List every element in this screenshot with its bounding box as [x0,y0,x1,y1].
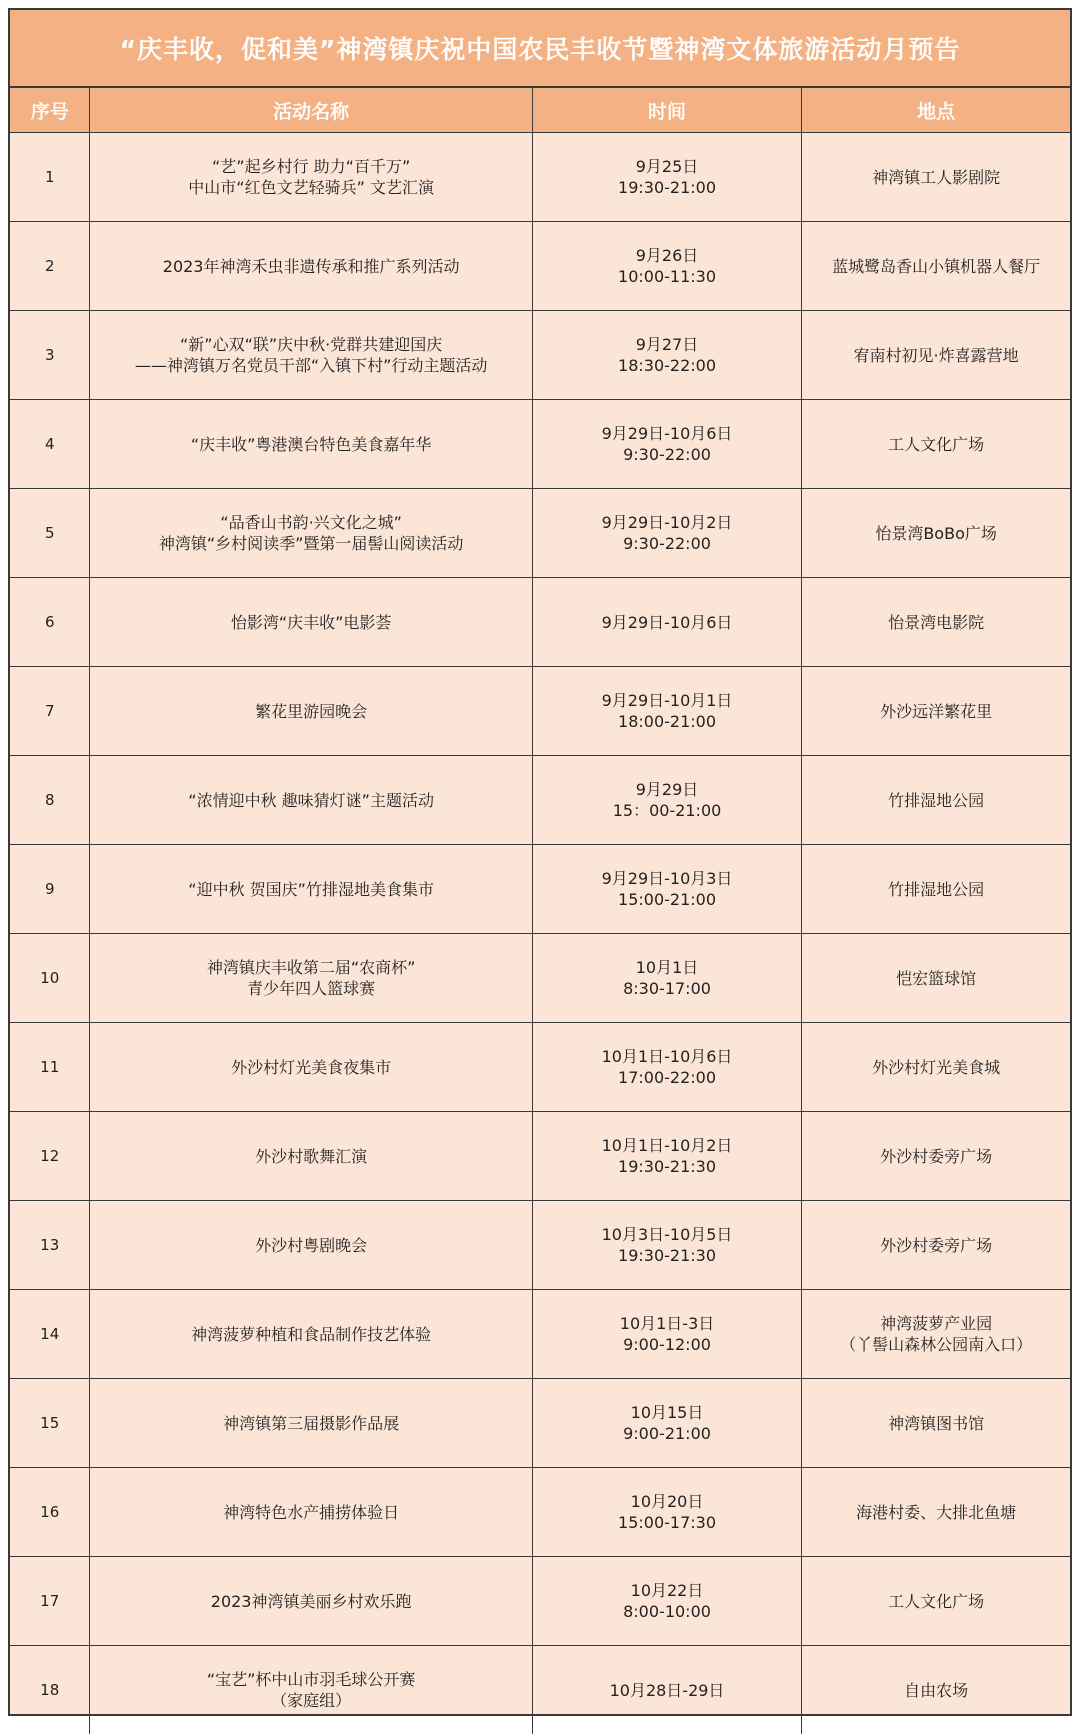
cell-place-line: 宥南村初见·炸喜露营地 [808,345,1064,366]
cell-place [802,1557,1070,1646]
cell-name [90,1023,532,1112]
cell-place-line: 怡景湾BoBo广场 [808,523,1064,544]
cell-place-line: 工人文化广场 [808,1591,1064,1612]
cell-no: 11 [10,1023,90,1112]
cell-time [532,1646,801,1734]
cell-name [90,311,532,400]
cell-name-line: （家庭组） [96,1690,525,1711]
cell-time [532,1112,801,1201]
cell-time-line: 15:00-17:30 [539,1512,795,1533]
cell-time-line: 10月3日-10月5日 [539,1224,795,1245]
table-row [10,1557,1070,1646]
cell-time [532,222,801,311]
cell-time [532,1379,801,1468]
cell-place [802,222,1070,311]
cell-name-line: 神湾镇庆丰收第二届“农商杯” [96,957,525,978]
cell-place [802,845,1070,934]
table-row [10,934,1070,1023]
cell-name-line: 怡影湾“庆丰收”电影荟 [96,612,525,633]
cell-name [90,1557,532,1646]
table-row [10,1468,1070,1557]
cell-time [532,133,801,222]
cell-name [90,1201,532,1290]
cell-place-line: 神湾菠萝产业园 [808,1313,1064,1334]
cell-no: 8 [10,756,90,845]
table-row [10,1112,1070,1201]
cell-time [532,1557,801,1646]
cell-name [90,1290,532,1379]
cell-no: 5 [10,489,90,578]
cell-time-line: 19:30-21:30 [539,1245,795,1266]
cell-time-line: 10月15日 [539,1402,795,1423]
header-time: 时间 [532,88,801,133]
table-row [10,400,1070,489]
cell-time [532,1290,801,1379]
cell-time-line: 9:30-22:00 [539,533,795,554]
cell-name [90,845,532,934]
cell-name-line: “新”心双“联”庆中秋·党群共建迎国庆 [96,334,525,355]
cell-place [802,1468,1070,1557]
cell-place [802,311,1070,400]
table-row [10,578,1070,667]
cell-place [802,578,1070,667]
cell-name-line: “浓情迎中秋 趣味猜灯谜”主题活动 [96,790,525,811]
cell-time-line: 9月27日 [539,334,795,355]
cell-time-line: 9月29日-10月2日 [539,512,795,533]
table-row [10,1379,1070,1468]
cell-no: 10 [10,934,90,1023]
table-row [10,1201,1070,1290]
table-row [10,667,1070,756]
cell-place-line: 外沙村委旁广场 [808,1235,1064,1256]
cell-name-line: 神湾镇第三届摄影作品展 [96,1413,525,1434]
cell-place [802,489,1070,578]
cell-name-line: 神湾镇“乡村阅读季”暨第一届髻山阅读活动 [96,533,525,554]
cell-time-line: 15：00-21:00 [539,800,795,821]
cell-name-line: 外沙村歌舞汇演 [96,1146,525,1167]
cell-time-line: 9月29日 [539,779,795,800]
cell-time [532,667,801,756]
cell-time [532,1201,801,1290]
table-row [10,1646,1070,1734]
table-row [10,222,1070,311]
cell-name-line: “品香山书韵·兴文化之城” [96,512,525,533]
cell-place-line: 神湾镇图书馆 [808,1413,1064,1434]
cell-time-line: 9:30-22:00 [539,444,795,465]
cell-time [532,400,801,489]
header-name: 活动名称 [90,88,532,133]
cell-name [90,1646,532,1734]
cell-place [802,400,1070,489]
cell-time-line: 19:30-21:00 [539,177,795,198]
cell-no: 2 [10,222,90,311]
cell-no: 14 [10,1290,90,1379]
cell-time-line: 10:00-11:30 [539,266,795,287]
cell-time-line: 10月1日-3日 [539,1313,795,1334]
page-title: “庆丰收，促和美”神湾镇庆祝中国农民丰收节暨神湾文体旅游活动月预告 [10,10,1070,88]
cell-name [90,1379,532,1468]
cell-place [802,667,1070,756]
cell-time-line: 9月29日-10月6日 [539,612,795,633]
cell-time-line: 9月29日-10月1日 [539,690,795,711]
cell-name-line: 外沙村粤剧晚会 [96,1235,525,1256]
cell-name-line: “宝艺”杯中山市羽毛球公开赛 [96,1669,525,1690]
cell-no: 3 [10,311,90,400]
cell-time-line: 9:00-21:00 [539,1423,795,1444]
cell-name-line: 2023神湾镇美丽乡村欢乐跑 [96,1591,525,1612]
cell-time-line: 10月1日-10月2日 [539,1135,795,1156]
cell-name [90,222,532,311]
cell-place [802,756,1070,845]
cell-no: 17 [10,1557,90,1646]
cell-no: 13 [10,1201,90,1290]
cell-time-line: 10月1日-10月6日 [539,1046,795,1067]
cell-time-line: 10月22日 [539,1580,795,1601]
cell-name-line: “迎中秋 贺国庆”竹排湿地美食集市 [96,879,525,900]
cell-name-line: 神湾特色水产捕捞体验日 [96,1502,525,1523]
cell-time [532,1023,801,1112]
cell-time [532,845,801,934]
cell-name [90,1112,532,1201]
table-row [10,489,1070,578]
table-row [10,756,1070,845]
cell-place-line: 外沙远洋繁花里 [808,701,1064,722]
cell-name [90,756,532,845]
table-row [10,1023,1070,1112]
cell-place [802,1646,1070,1734]
cell-name-line: 外沙村灯光美食夜集市 [96,1057,525,1078]
cell-place [802,133,1070,222]
cell-time-line: 9月29日-10月3日 [539,868,795,889]
cell-name [90,1468,532,1557]
cell-time [532,1468,801,1557]
table-header-row [10,88,1070,133]
cell-no: 12 [10,1112,90,1201]
cell-name [90,133,532,222]
cell-place [802,1379,1070,1468]
cell-time-line: 8:00-10:00 [539,1601,795,1622]
cell-place-line: 外沙村委旁广场 [808,1146,1064,1167]
cell-name [90,489,532,578]
table-row [10,311,1070,400]
cell-place-line: 竹排湿地公园 [808,879,1064,900]
cell-no: 18 [10,1646,90,1734]
cell-time-line: 10月28日-29日 [539,1680,795,1701]
table-row [10,1290,1070,1379]
cell-name [90,934,532,1023]
cell-time [532,311,801,400]
cell-place-line: 外沙村灯光美食城 [808,1057,1064,1078]
cell-place-line: 工人文化广场 [808,434,1064,455]
cell-place-line: 自由农场 [808,1680,1064,1701]
cell-no: 15 [10,1379,90,1468]
activity-schedule-sheet [8,8,1072,1716]
cell-place-line: 蓝城鹭岛香山小镇机器人餐厅 [808,256,1064,277]
cell-name-line: 中山市“红色文艺轻骑兵” 文艺汇演 [96,177,525,198]
cell-time-line: 17:00-22:00 [539,1067,795,1088]
cell-time [532,578,801,667]
cell-place [802,1023,1070,1112]
cell-no: 4 [10,400,90,489]
cell-place [802,1290,1070,1379]
cell-time [532,756,801,845]
cell-name-line: 2023年神湾禾虫非遗传承和推广系列活动 [96,256,525,277]
cell-name-line: 繁花里游园晚会 [96,701,525,722]
cell-place [802,934,1070,1023]
header-no: 序号 [10,88,90,133]
cell-time-line: 8:30-17:00 [539,978,795,999]
cell-name [90,578,532,667]
cell-time-line: 9月25日 [539,156,795,177]
cell-time-line: 19:30-21:30 [539,1156,795,1177]
cell-name-line: “庆丰收”粤港澳台特色美食嘉年华 [96,434,525,455]
cell-no: 7 [10,667,90,756]
cell-name-line: 青少年四人篮球赛 [96,978,525,999]
cell-no: 6 [10,578,90,667]
header-place: 地点 [802,88,1070,133]
table-row [10,133,1070,222]
cell-name [90,667,532,756]
cell-place [802,1201,1070,1290]
activity-table [10,88,1070,1734]
cell-place-line: （丫髻山森林公园南入口） [808,1334,1064,1355]
cell-time-line: 10月1日 [539,957,795,978]
cell-time-line: 9月26日 [539,245,795,266]
cell-time-line: 18:30-22:00 [539,355,795,376]
cell-no: 9 [10,845,90,934]
cell-time [532,489,801,578]
cell-name-line: 神湾菠萝种植和食品制作技艺体验 [96,1324,525,1345]
cell-place-line: 怡景湾电影院 [808,612,1064,633]
cell-name-line: ——神湾镇万名党员干部“入镇下村”行动主题活动 [96,355,525,376]
cell-place-line: 神湾镇工人影剧院 [808,167,1064,188]
table-row [10,845,1070,934]
cell-place-line: 海港村委、大排北鱼塘 [808,1502,1064,1523]
cell-time-line: 9:00-12:00 [539,1334,795,1355]
cell-time-line: 9月29日-10月6日 [539,423,795,444]
cell-no: 16 [10,1468,90,1557]
cell-name-line: “艺”起乡村行 助力“百千万” [96,156,525,177]
cell-place-line: 竹排湿地公园 [808,790,1064,811]
cell-name [90,400,532,489]
cell-time [532,934,801,1023]
cell-time-line: 10月20日 [539,1491,795,1512]
cell-time-line: 18:00-21:00 [539,711,795,732]
cell-time-line: 15:00-21:00 [539,889,795,910]
cell-place [802,1112,1070,1201]
cell-no: 1 [10,133,90,222]
cell-place-line: 恺宏篮球馆 [808,968,1064,989]
